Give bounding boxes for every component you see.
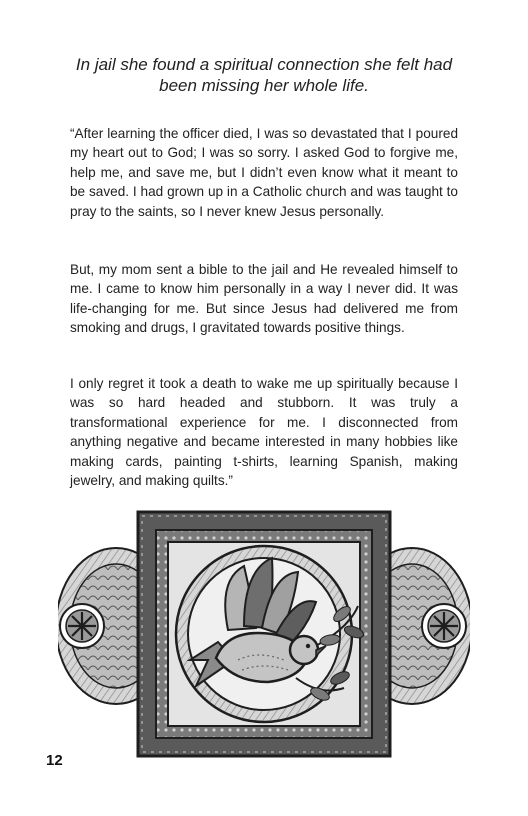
pull-quote-subtitle: In jail she found a spiritual connection she felt had been missing her whole life. (75, 55, 453, 95)
page-number: 12 (46, 752, 63, 769)
body-paragraph-2: But, my mom sent a bible to the jail and He revealed himself to me. I came to know him personally in a way I never did. It was life-changing for me. But since Jesus had delivered me from smoking and drugs, I gravitated towards positive things. (70, 262, 458, 336)
body-paragraph-1: “After learning the officer died, I was so devastated that I poured my heart out to God; I was so sorry. I asked God to forgive me, help me, and save me, but I didn’t even know what it meant to be saved. I had grown up in a Catholic church and was taught to pray to the saints, so I never knew Jesus personally. (70, 126, 458, 219)
body-paragraph-3: I only regret it took a death to wake me up spiritually because I was so hard headed and stubborn. It was truly a transformational experience for me. I disconnected from anything negative and became interested in many hobbies like making cards, painting t-shirts, learning Spanish, making jewelry, and making quilts.” (70, 376, 458, 489)
dove-quilt-illustration (58, 510, 470, 760)
